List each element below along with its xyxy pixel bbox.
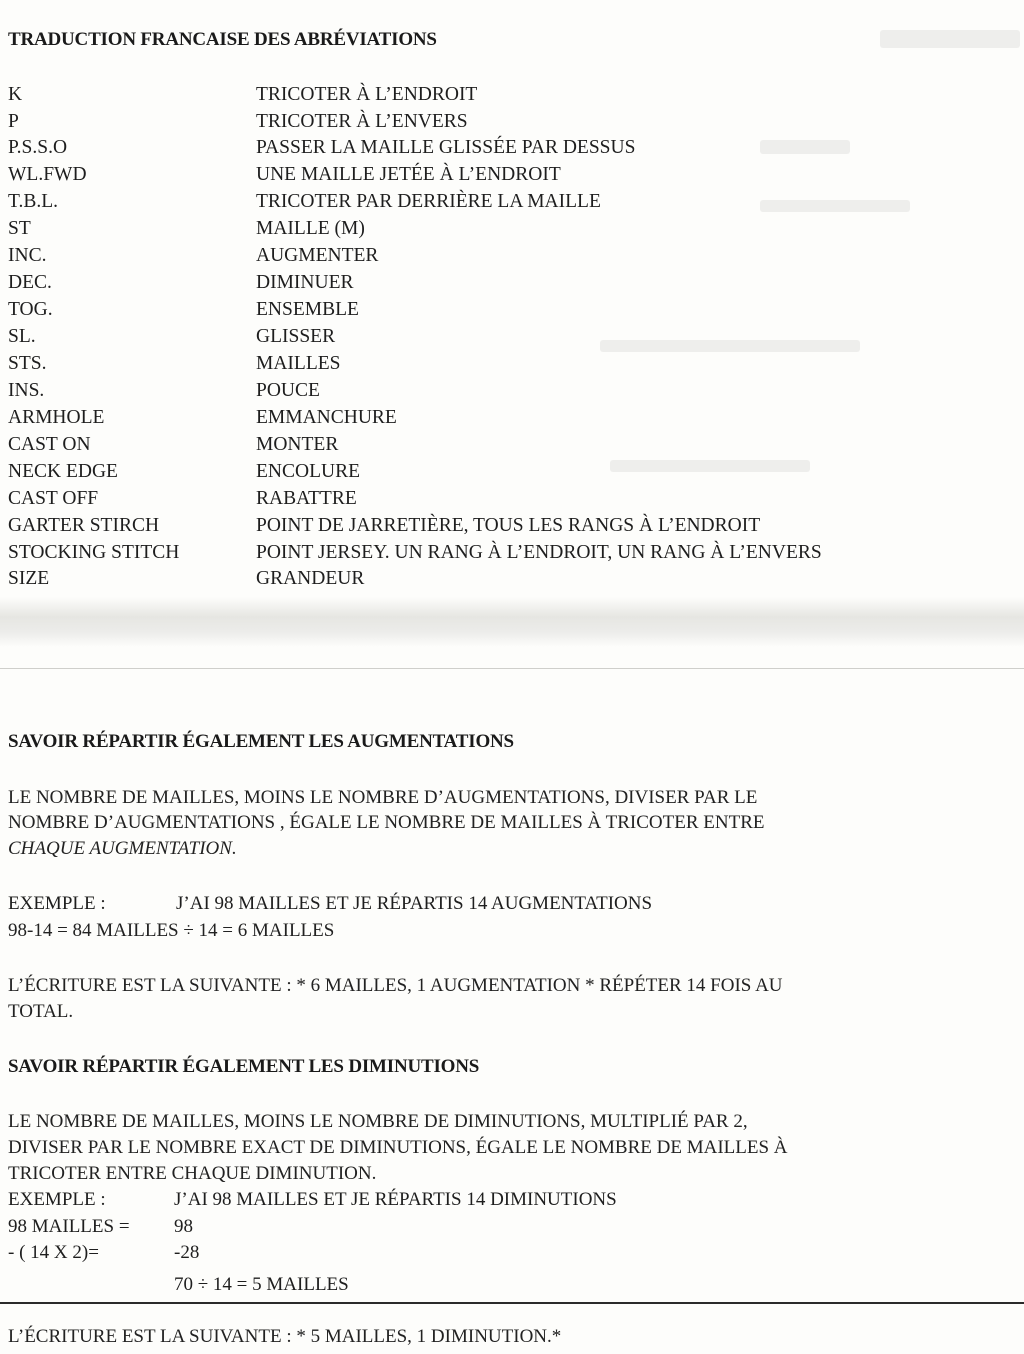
scan-ghost-mark: [600, 340, 860, 352]
decreases-title: SAVOIR RÉPARTIR ÉGALEMENT LES DIMINUTIONS: [8, 1056, 480, 1077]
increases-example-text: J’AI 98 MAILLES ET JE RÉPARTIS 14 AUGMENTATIONS: [176, 893, 653, 914]
abbreviation-translation: ENSEMBLE: [256, 299, 359, 320]
abbreviation-translation: TRICOTER À L’ENDROIT: [256, 84, 478, 105]
abbreviation-translation: EMMANCHURE: [256, 407, 397, 428]
decreases-calc-value: 98: [174, 1216, 193, 1237]
abbreviation-translation: GRANDEUR: [256, 568, 365, 589]
abbreviation-code: INC.: [8, 245, 47, 266]
abbreviation-code: T.B.L.: [8, 191, 59, 212]
abbreviation-code: INS.: [8, 380, 45, 401]
abbreviation-translation: MAILLE (M): [256, 218, 365, 239]
increases-writing-line: L’ÉCRITURE EST LA SUIVANTE : * 6 MAILLES, 1 AUGMENTATION * RÉPÉTER 14 FOIS AU: [8, 975, 783, 996]
abbreviation-translation: RABATTRE: [256, 488, 357, 509]
abbreviation-translation: TRICOTER À L’ENVERS: [256, 111, 468, 132]
abbreviation-code: STOCKING STITCH: [8, 542, 180, 563]
abbreviation-translation: POINT DE JARRETIÈRE, TOUS LES RANGS À L’ENDROIT: [256, 515, 761, 536]
horizontal-rule: [0, 1302, 1024, 1304]
abbreviation-code: ARMHOLE: [8, 407, 105, 428]
increases-calculation: 98-14 = 84 MAILLES ÷ 14 = 6 MAILLES: [8, 920, 335, 941]
decreases-calc-result: 70 ÷ 14 = 5 MAILLES: [174, 1274, 349, 1295]
abbreviations-title: TRADUCTION FRANCAISE DES ABRÉVIATIONS: [8, 29, 437, 50]
decreases-writing-line: L’ÉCRITURE EST LA SUIVANTE : * 5 MAILLES, 1 DIMINUTION.*: [8, 1326, 562, 1347]
abbreviation-translation: TRICOTER PAR DERRIÈRE LA MAILLE: [256, 191, 601, 212]
abbreviation-translation: UNE MAILLE JETÉE À L’ENDROIT: [256, 164, 561, 185]
abbreviation-translation: POINT JERSEY. UN RANG À L’ENDROIT, UN RANG À L’ENVERS: [256, 542, 822, 563]
increases-rule-line: CHAQUE AUGMENTATION.: [8, 838, 237, 859]
decreases-rule-line: TRICOTER ENTRE CHAQUE DIMINUTION.: [8, 1163, 377, 1184]
decreases-calc-label: - ( 14 X 2)=: [8, 1242, 99, 1263]
abbreviation-translation: MONTER: [256, 434, 339, 455]
decreases-rule-line: DIVISER PAR LE NOMBRE EXACT DE DIMINUTIONS, ÉGALE LE NOMBRE DE MAILLES À: [8, 1137, 788, 1158]
increases-rule-line: NOMBRE D’AUGMENTATIONS , ÉGALE LE NOMBRE DE MAILLES À TRICOTER ENTRE: [8, 812, 765, 833]
abbreviation-translation: GLISSER: [256, 326, 336, 347]
scan-shadow-band: [0, 597, 1024, 647]
increases-example-label: EXEMPLE :: [8, 893, 106, 914]
scan-ghost-mark: [760, 140, 850, 154]
abbreviation-code: TOG.: [8, 299, 53, 320]
increases-writing-line: TOTAL.: [8, 1001, 74, 1022]
decreases-calc-value: -28: [174, 1242, 200, 1263]
abbreviation-code: SL.: [8, 326, 36, 347]
abbreviation-code: P: [8, 111, 19, 132]
abbreviation-code: DEC.: [8, 272, 52, 293]
increases-rule-line: LE NOMBRE DE MAILLES, MOINS LE NOMBRE D’AUGMENTATIONS, DIVISER PAR LE: [8, 787, 758, 808]
decreases-example-label: EXEMPLE :: [8, 1189, 106, 1210]
scan-ghost-mark: [610, 460, 810, 472]
decreases-calc-label: 98 MAILLES =: [8, 1216, 130, 1237]
scan-ghost-mark: [760, 200, 910, 212]
abbreviation-code: ST: [8, 218, 31, 239]
increases-title: SAVOIR RÉPARTIR ÉGALEMENT LES AUGMENTATIONS: [8, 731, 514, 752]
abbreviation-code: GARTER STIRCH: [8, 515, 160, 536]
abbreviation-translation: POUCE: [256, 380, 320, 401]
abbreviation-code: CAST ON: [8, 434, 91, 455]
abbreviation-code: NECK EDGE: [8, 461, 118, 482]
abbreviation-code: P.S.S.O: [8, 137, 68, 158]
abbreviation-code: K: [8, 84, 23, 105]
abbreviation-translation: DIMINUER: [256, 272, 354, 293]
abbreviation-translation: ENCOLURE: [256, 461, 360, 482]
abbreviation-translation: PASSER LA MAILLE GLISSÉE PAR DESSUS: [256, 137, 636, 158]
scan-ghost-mark: [880, 30, 1020, 48]
abbreviation-translation: AUGMENTER: [256, 245, 379, 266]
abbreviation-code: WL.FWD: [8, 164, 87, 185]
decreases-example-text: J’AI 98 MAILLES ET JE RÉPARTIS 14 DIMINUTIONS: [174, 1189, 617, 1210]
abbreviation-code: STS.: [8, 353, 47, 374]
decreases-rule-line: LE NOMBRE DE MAILLES, MOINS LE NOMBRE DE DIMINUTIONS, MULTIPLIÉ PAR 2,: [8, 1111, 748, 1132]
abbreviation-code: SIZE: [8, 568, 50, 589]
abbreviation-translation: MAILLES: [256, 353, 341, 374]
abbreviation-code: CAST OFF: [8, 488, 99, 509]
page-fold-line: [0, 668, 1024, 669]
